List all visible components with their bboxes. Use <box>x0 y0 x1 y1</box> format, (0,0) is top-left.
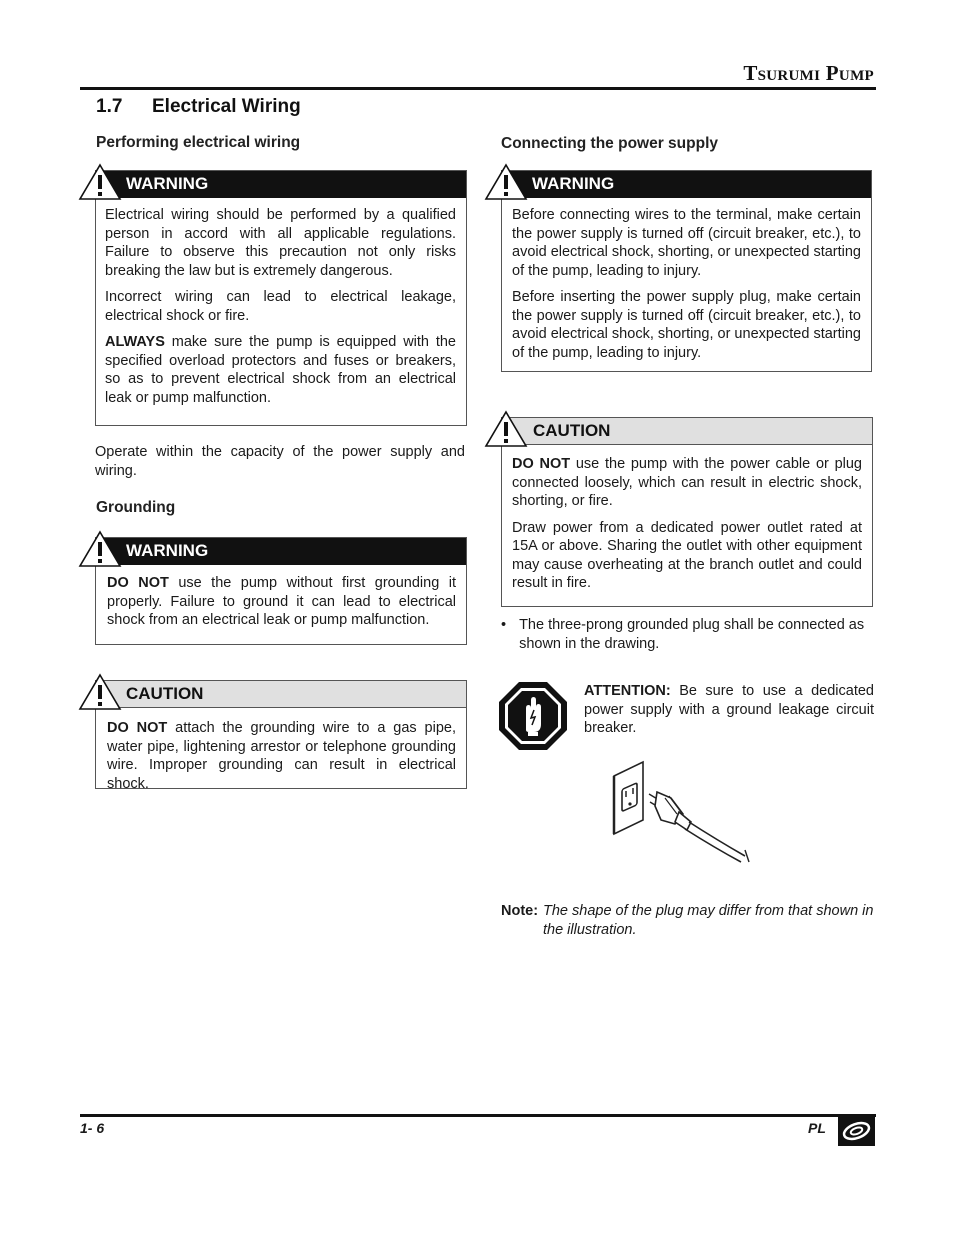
caution-header: CAUTION <box>96 681 466 708</box>
caution-box-grounding <box>95 680 467 792</box>
warning-paragraph <box>105 333 456 407</box>
caution-body <box>96 708 466 801</box>
exclamation-triangle-icon <box>78 530 122 568</box>
footer-rule <box>80 1114 876 1117</box>
paragraph-text: use the pump with the power cable or plug connected loosely, which can result in electric shock, shorting, or fire. <box>512 456 862 509</box>
operate-text: Operate within the capacity of the power supply and wiring. <box>95 444 465 479</box>
brand-title: Tsurumi Pump <box>743 61 874 85</box>
warning-header: WARNING <box>502 171 871 198</box>
language-code: PL <box>808 1120 826 1136</box>
exclamation-triangle-icon <box>78 673 122 711</box>
performing-heading: Performing electrical wiring <box>96 134 301 151</box>
tsurumi-logo <box>838 1116 875 1146</box>
paragraph-text: attach the grounding wire to a gas pipe, water pipe, lightening arrestor or telephone grounding wire. Improper grounding can result in electrical shock. <box>107 720 457 792</box>
attention-text: Be sure to use a dedicated power supply with a ground leakage circuit breaker. <box>584 683 874 736</box>
note-label: Note: <box>501 903 539 919</box>
emphasis: DO NOT <box>512 456 571 472</box>
exclamation-triangle-icon <box>484 163 528 201</box>
section-name: Electrical Wiring <box>152 96 301 117</box>
warning-body <box>96 565 466 638</box>
warning-box-grounding <box>95 537 467 645</box>
bullet-item <box>501 616 887 653</box>
warning-box-connecting <box>501 170 872 372</box>
caution-paragraph <box>512 455 862 511</box>
outlet-plug-illustration <box>605 758 757 864</box>
exclamation-triangle-icon <box>484 410 528 448</box>
connecting-heading: Connecting the power supply <box>501 135 719 152</box>
warning-paragraph: Before inserting the power supply plug, make certain the power supply is turned off (circuit breaker, etc.), to avoid electrical shock, shorting, or unexpected starting of the pump, leading to injury. <box>512 289 861 361</box>
paragraph-text: use the pump without first grounding it properly. Failure to ground it can lead to electrical shock from an electrical leak or pump malfunction. <box>107 575 457 628</box>
bullet-symbol: • <box>501 617 507 633</box>
attention-label: ATTENTION: <box>584 683 671 699</box>
emphasis: ALWAYS <box>105 334 165 350</box>
warning-header: WARNING <box>96 538 466 565</box>
stop-hand-icon <box>497 680 569 752</box>
warning-body <box>96 198 466 415</box>
emphasis: DO NOT <box>107 575 169 591</box>
note-text: The shape of the plug may differ from that shown in the illustration. <box>543 903 874 938</box>
page-number: 1- 6 <box>80 1120 105 1136</box>
warning-paragraph: Electrical wiring should be performed by a qualified person in accord with all applicable regulations. Failure to observe this precaution not only risks breaking the law but is extremely dangerous. <box>105 207 456 279</box>
exclamation-triangle-icon <box>78 163 122 201</box>
warning-paragraph <box>107 574 456 630</box>
caution-body <box>502 445 872 601</box>
section-number: 1.7 <box>96 96 123 117</box>
note <box>501 902 881 939</box>
caution-header: CAUTION <box>502 418 872 445</box>
caution-box-connecting <box>501 417 873 607</box>
emphasis: DO NOT <box>107 720 168 736</box>
warning-box-wiring <box>95 170 467 426</box>
caution-paragraph <box>107 719 456 793</box>
header-rule <box>80 87 876 90</box>
grounding-heading: Grounding <box>96 499 176 516</box>
warning-paragraph: Incorrect wiring can lead to electrical leakage, electrical shock or fire. <box>105 289 456 324</box>
warning-body <box>502 198 871 370</box>
paragraph-text: make sure the pump is equipped with the specified overload protectors and fuses or breakers, so as to prevent electrical shock from an electrical leak or pump malfunction. <box>105 334 456 406</box>
attention-note <box>584 682 874 738</box>
warning-paragraph: Before connecting wires to the terminal, make certain the power supply is turned off (circuit breaker, etc.), to avoid electrical shock, shorting, or unexpected starting of the pump, leading to injury. <box>512 207 861 279</box>
bullet-text: The three-prong grounded plug shall be connected as shown in the drawing. <box>519 617 865 652</box>
warning-header: WARNING <box>96 171 466 198</box>
section-title <box>96 98 301 117</box>
caution-paragraph: Draw power from a dedicated power outlet rated at 15A or above. Sharing the outlet with other equipment may cause overheating at the branch outlet and could result in fire. <box>512 519 862 591</box>
